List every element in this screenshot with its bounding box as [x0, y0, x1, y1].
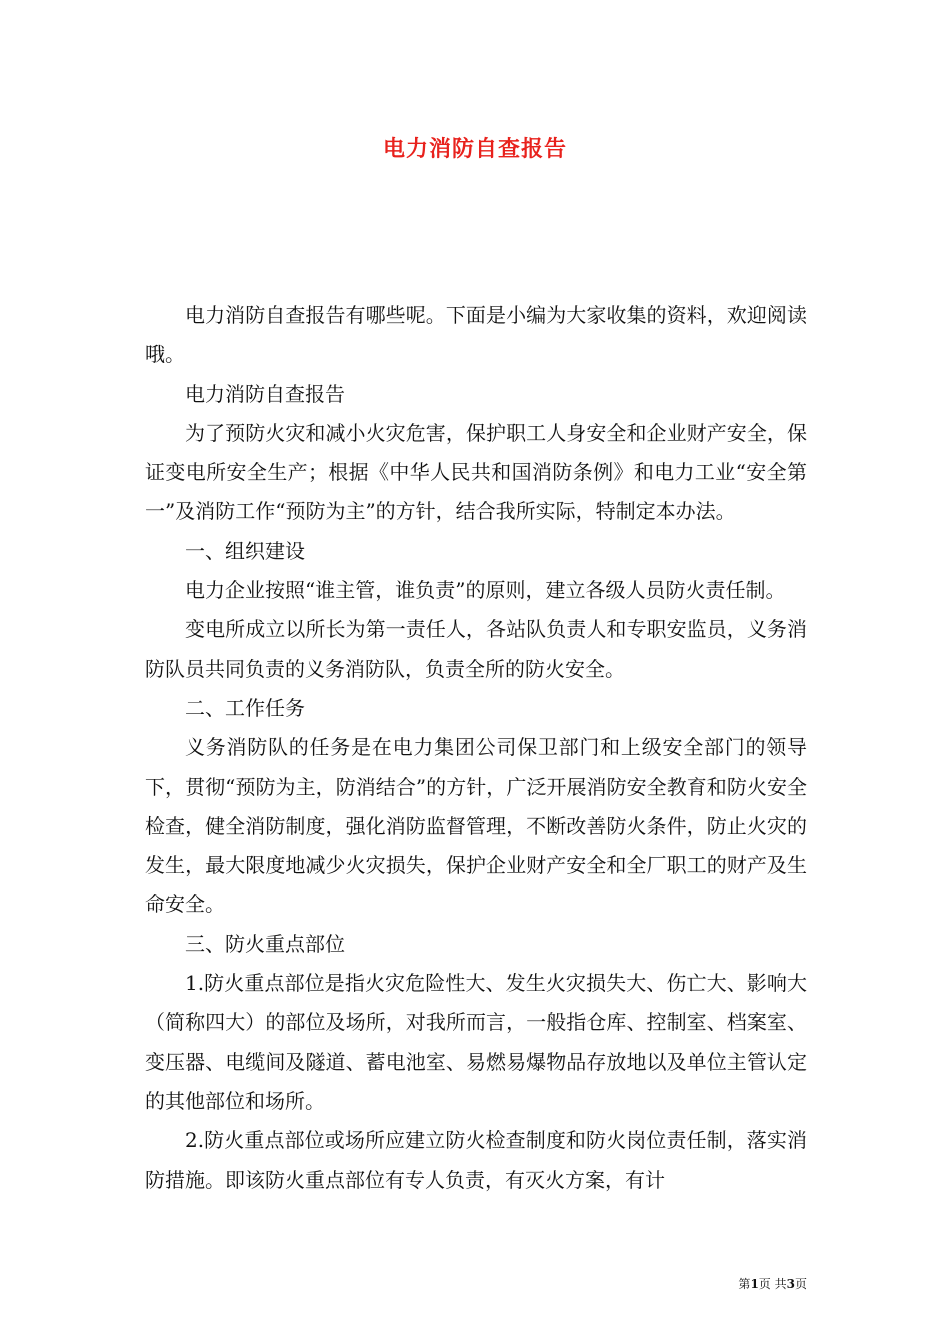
- paragraph: 1.防火重点部位是指火灾危险性大、发生火灾损失大、伤亡大、影响大（简称四大）的部位及场所，对我所而言，一般指仓库、控制室、档案室、变压器、电缆间及隧道、蓄电池室、易燃易爆物品存放地以及单位主管认定的其他部位和场所。: [145, 971, 807, 1113]
- section-heading: 一、组织建设: [185, 538, 305, 563]
- total-pages-number: 3: [786, 1277, 795, 1291]
- document-body: [145, 296, 807, 1200]
- paragraph: 为了预防火灾和减小火灾危害，保护职工人身安全和企业财产安全，保证变电所安全生产；根据《中华人民共和国消防条例》和电力工业“安全第一”及消防工作“预防为主”的方针，结合我所实际，特制定本办法。: [145, 420, 807, 524]
- current-page-number: 1: [750, 1277, 759, 1291]
- section-heading: 二、工作任务: [185, 695, 305, 720]
- paragraph: 2.防火重点部位或场所应建立防火检查制度和防火岗位责任制，落实消防措施。即该防火重点部位有专人负责，有灭火方案，有计: [145, 1128, 807, 1192]
- footer-suffix: 页: [794, 1277, 807, 1291]
- paragraph: 电力企业按照“谁主管，谁负责”的原则，建立各级人员防火责任制。: [185, 578, 786, 603]
- footer-prefix: 第: [738, 1277, 751, 1291]
- document-title: 电力消防自查报告: [382, 136, 567, 162]
- page-number-footer: [738, 1276, 807, 1292]
- paragraph: 电力消防自查报告: [185, 381, 345, 406]
- paragraph: 义务消防队的任务是在电力集团公司保卫部门和上级安全部门的领导下，贯彻“预防为主，防消结合”的方针，广泛开展消防安全教育和防火安全检查，健全消防制度，强化消防监督管理，不断改善防火条件，防止火灾的发生，最大限度地减少火灾损失，保护企业财产安全和全厂职工的财产及生命安全。: [145, 735, 807, 917]
- footer-middle: 页 共: [758, 1277, 787, 1291]
- section-heading: 三、防火重点部位: [185, 931, 345, 956]
- paragraph: 变电所成立以所长为第一责任人，各站队负责人和专职安监员，义务消防队员共同负责的义务消防队，负责全所的防火安全。: [145, 617, 807, 681]
- paragraph: 电力消防自查报告有哪些呢。下面是小编为大家收集的资料，欢迎阅读哦。: [145, 303, 807, 367]
